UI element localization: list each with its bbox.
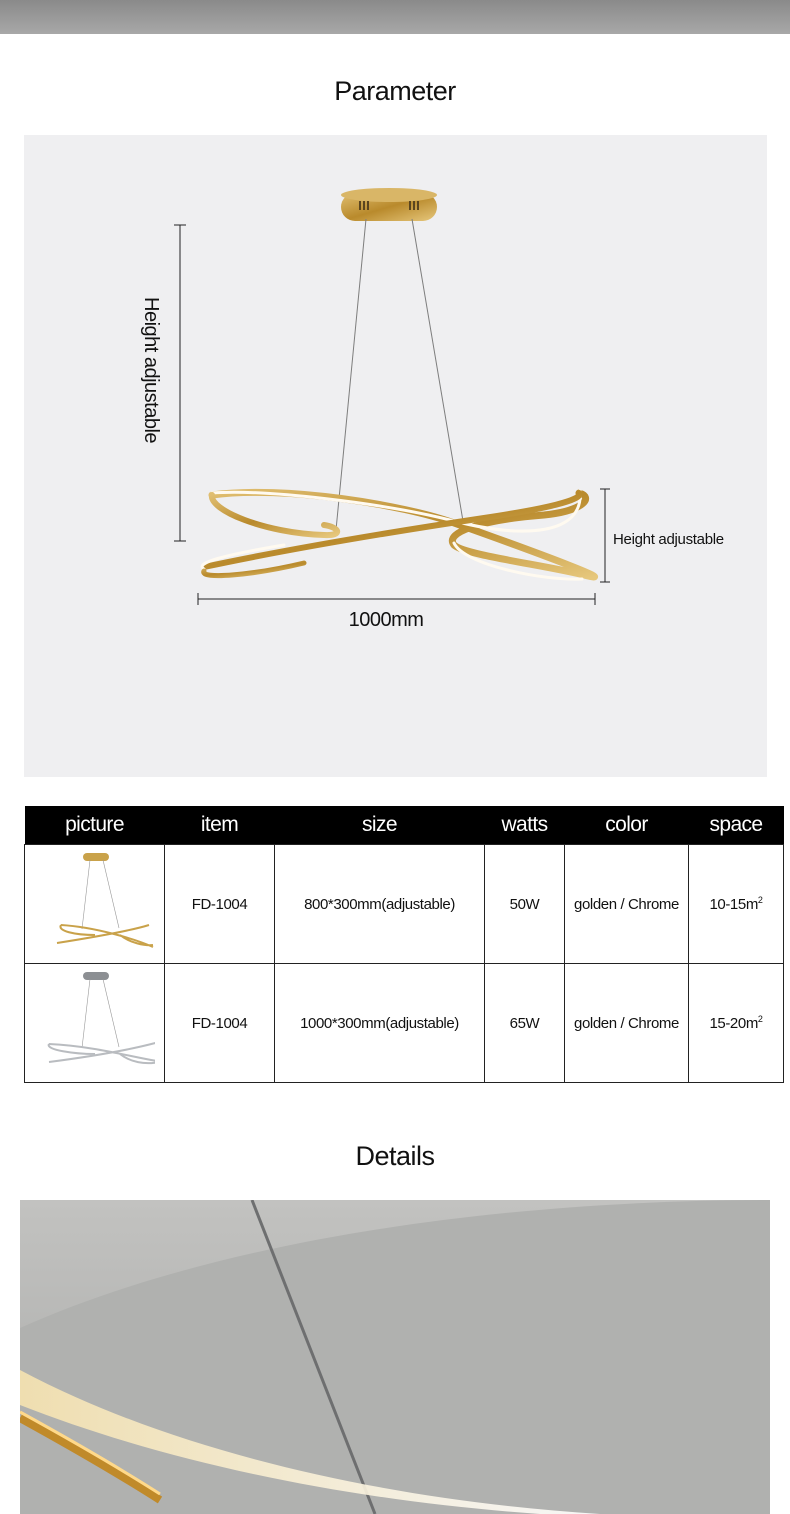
header-picture: picture	[25, 806, 165, 845]
width-label: 1000mm	[348, 609, 424, 631]
color-cell: golden / Chrome	[565, 964, 689, 1083]
space-cell	[689, 964, 784, 1083]
height-dimension-right	[600, 489, 610, 582]
top-photo-strip	[0, 0, 790, 34]
space-cell	[689, 845, 784, 964]
color-cell: golden / Chrome	[565, 845, 689, 964]
height-dimension-left	[174, 225, 186, 541]
details-title: Details	[355, 1141, 435, 1171]
product-thumbnail-gold	[25, 845, 165, 964]
table-header-row	[25, 806, 784, 845]
header-space: space	[689, 806, 784, 845]
ceiling-canopy	[341, 188, 437, 221]
watts-cell: 50W	[485, 845, 565, 964]
size-cell: 800*300mm(adjustable)	[275, 845, 485, 964]
height-label-right: Height adjustable	[613, 531, 724, 548]
space-value: 15-20m	[709, 1015, 758, 1032]
space-unit-exponent: 2	[757, 895, 763, 905]
header-size: size	[275, 806, 485, 845]
spec-table	[24, 806, 784, 1083]
watts-cell: 65W	[485, 964, 565, 1083]
suspension-wire-left	[336, 219, 366, 530]
item-cell: FD-1004	[165, 845, 275, 964]
table-row	[25, 845, 784, 964]
pendant-lamp	[202, 491, 594, 579]
parameter-diagram	[24, 135, 767, 777]
item-cell: FD-1004	[165, 964, 275, 1083]
details-photo	[20, 1200, 770, 1514]
product-thumbnail-chrome	[25, 964, 165, 1083]
header-color: color	[565, 806, 689, 845]
parameter-title: Parameter	[334, 76, 456, 106]
header-watts: watts	[485, 806, 565, 845]
suspension-wire-right	[412, 219, 464, 527]
space-unit-exponent: 2	[757, 1014, 763, 1024]
header-item: item	[165, 806, 275, 845]
size-cell: 1000*300mm(adjustable)	[275, 964, 485, 1083]
width-dimension	[198, 593, 595, 605]
height-label-left: Height adjustable	[140, 297, 162, 444]
table-row	[25, 964, 784, 1083]
space-value: 10-15m	[709, 896, 758, 913]
